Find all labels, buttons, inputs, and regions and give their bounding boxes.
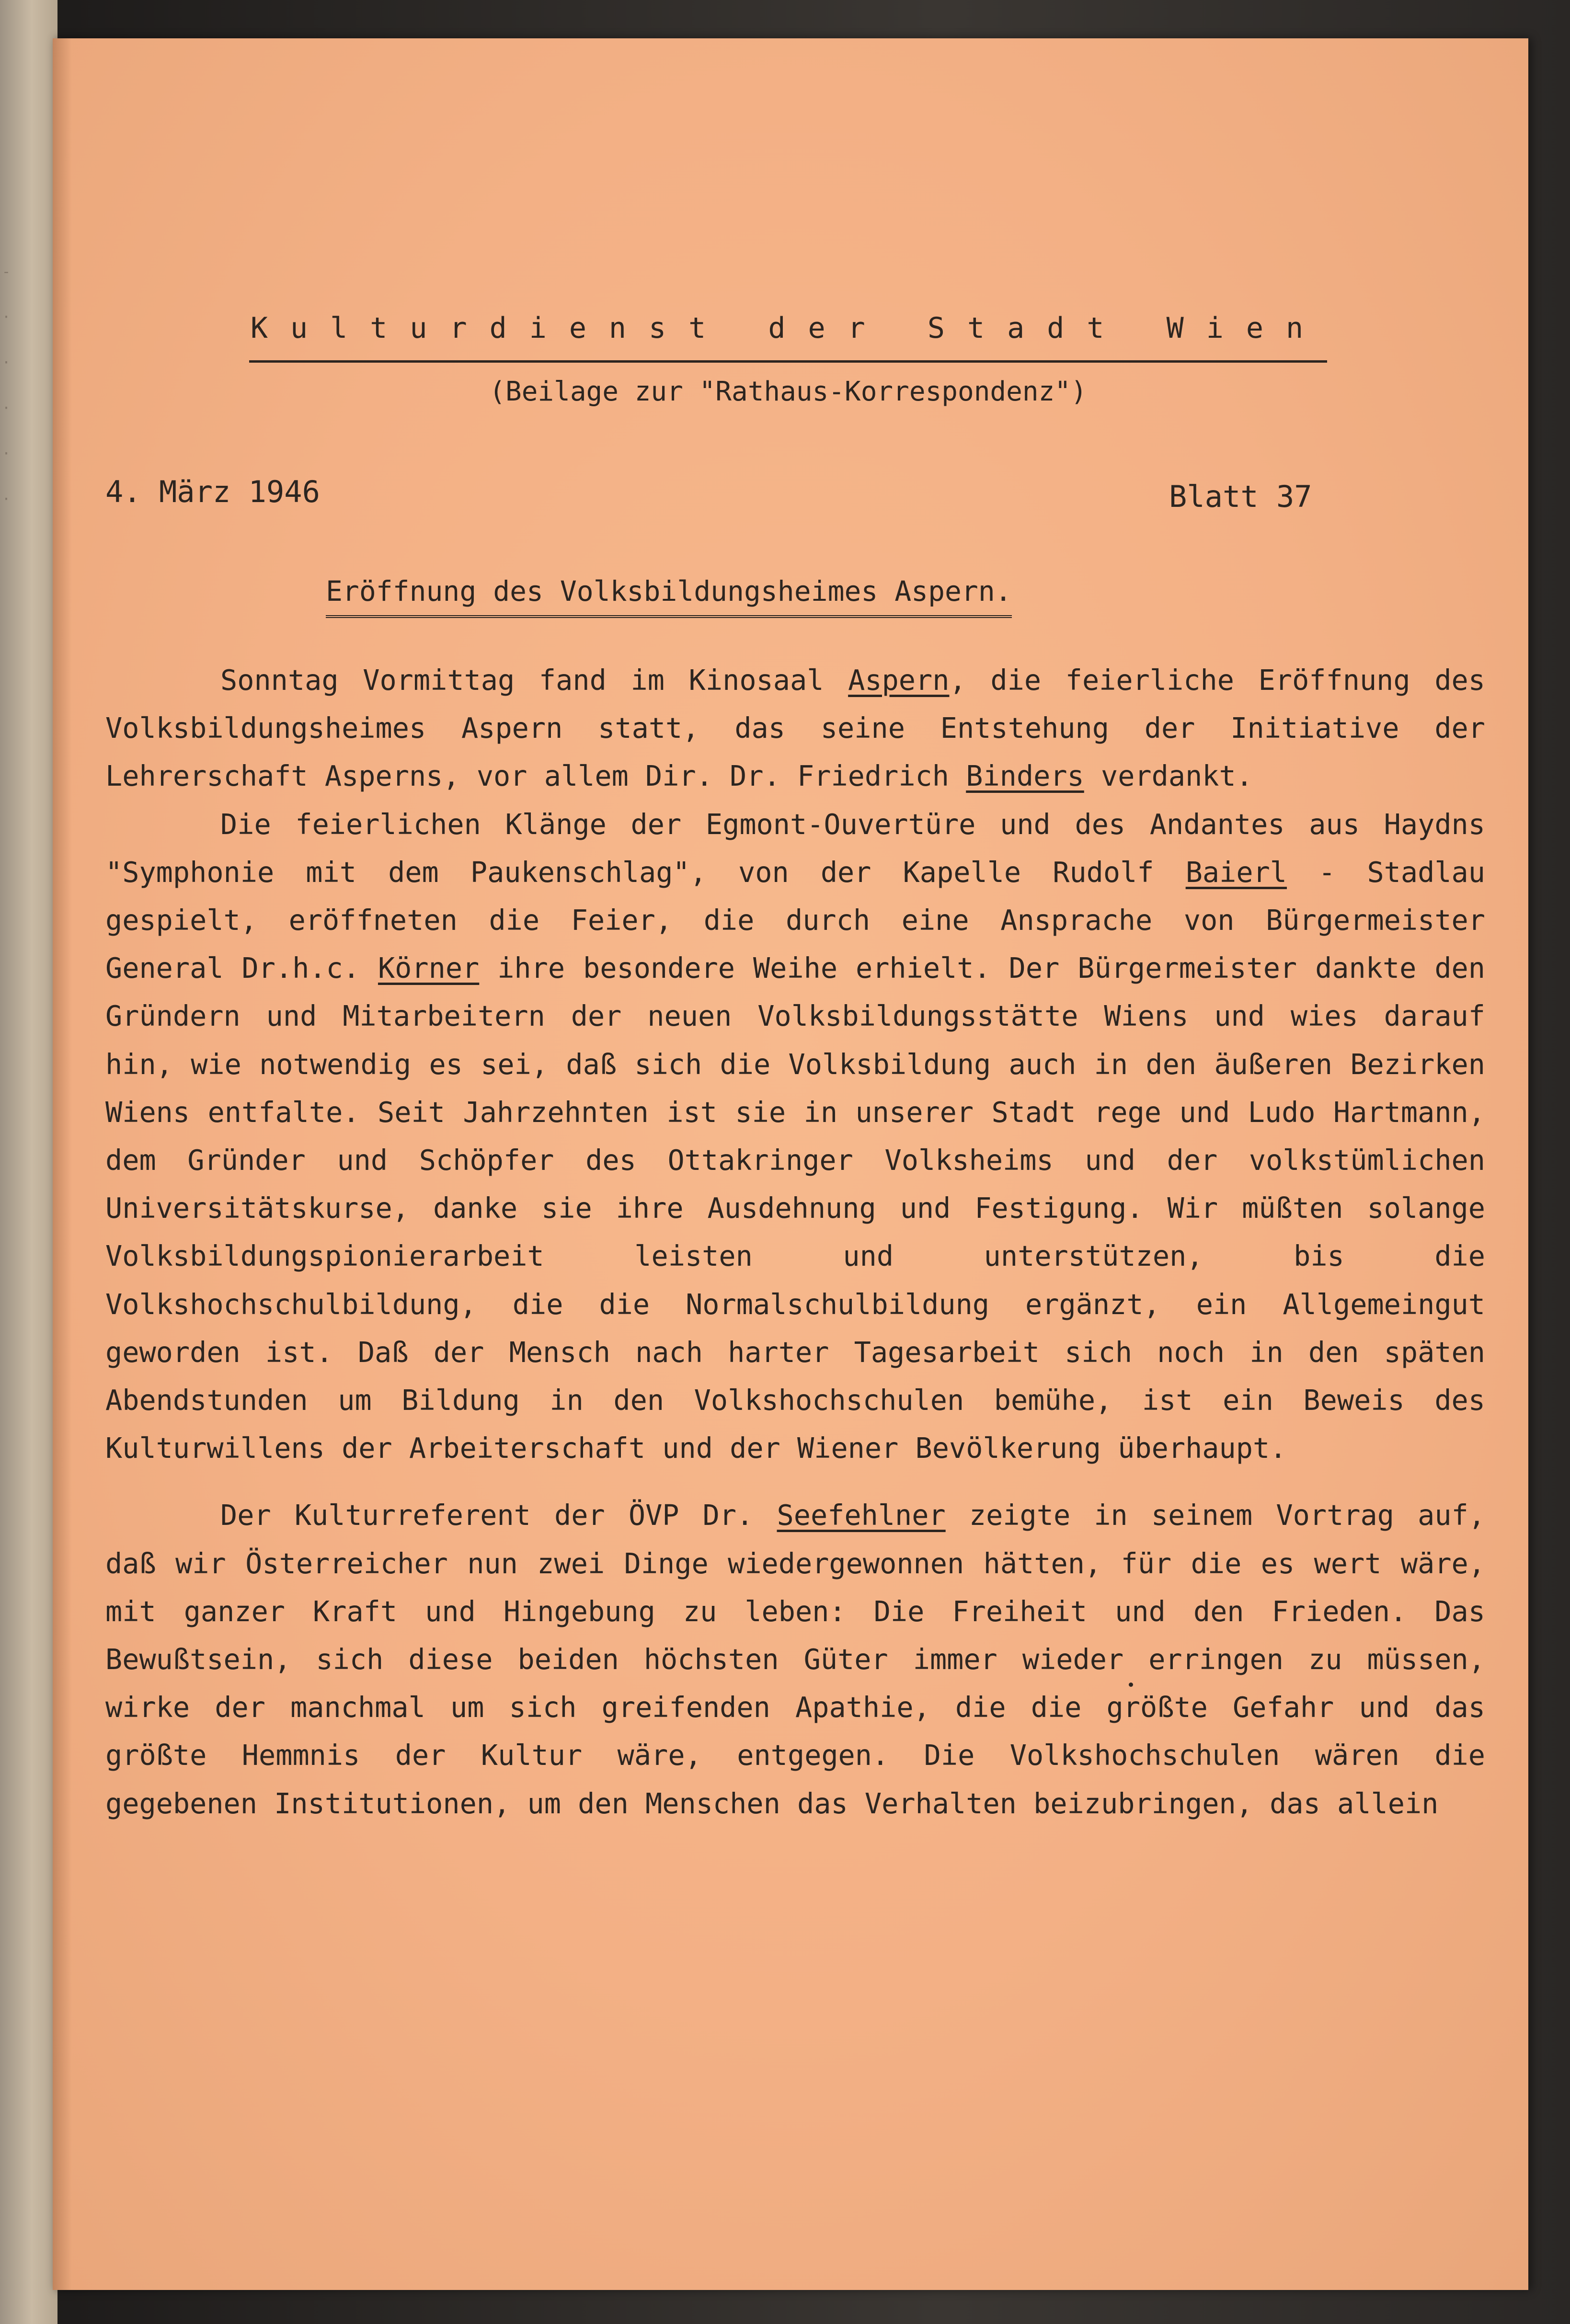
underlined-name-seefehlner: Seefehlner [777,1499,946,1532]
article-body [105,656,1485,1828]
document-date: 4. März 1946 [105,474,320,509]
underlined-name-binders: Binders [966,760,1084,793]
paragraph-2-text-a: Die feierlichen Klänge der Egmont-Ouvertüre und des Andantes aus Haydns "Symphonie mit dem Paukenschlag", von der Kapelle Rudolf [105,808,1485,889]
paragraph-1-text-b: , die feierliche Eröffnung des Volksbildungsheimes Aspern statt, das seine Entstehung der Initiative der Lehrerschaft Asperns, vor allem Dir. Dr. Friedrich [105,664,1485,793]
paragraph-1-text-c: verdankt. [1084,760,1253,793]
previous-page-edge [0,0,57,2324]
paragraph-2-text-b: - Stadlau gespielt, eröffneten die Feier, die durch eine Ansprache von Bürgermeister General Dr.h.c. [105,856,1485,985]
header-title: Kulturdienst der Stadt Wien [250,311,1326,345]
paragraph-2 [105,801,1485,1473]
paragraph-1 [105,656,1485,801]
paragraph-3-text-b: zeigte in seinem Vortrag auf, daß wir Österreicher nun zwei Dinge wiedergewonnen hätten, für die es wert wäre, mit ganzer Kraft und Hingebung zu leben: Die Freiheit und den Frieden. Das Bewußtsein, sich diese beiden höchsten Güter immer wieder erringen zu müssen, wirke der manchmal um sich greifenden Apathie, die die größte Gefahr und das größte Hemmnis der Kultur wäre, entgegen. Die Volkshochschulen wären die gegebenen Institutionen, um den Menschen das Verhalten beizubringen, das allein [105,1499,1485,1820]
document-page [53,38,1528,2290]
paragraph-3-text-a: Der Kulturreferent der ÖVP Dr. [220,1499,777,1532]
paragraph-1-text-a: Sonntag Vormittag fand im Kinosaal [220,664,848,697]
stray-ink-dot [1129,1683,1133,1687]
underlined-name-aspern: Aspern [848,664,950,697]
underlined-name-koerner: Körner [378,952,480,985]
sheet-number: Blatt 37 [1169,479,1312,514]
header-rule [249,360,1327,363]
underlined-name-baierl: Baierl [1185,856,1287,889]
paragraph-2-text-c: ihre besondere Weihe erhielt. Der Bürgermeister dankte den Gründern und Mitarbeitern der neuen Volksbildungsstätte Wiens und wies darauf hin, wie notwendig es sei, daß sich die Volksbildung auch in den äußeren Bezirken Wiens entfalte. Seit Jahrzehnten ist sie in unserer Stadt rege und Ludo Hartmann, dem Gründer und Schöpfer des Ottakringer Volksheims und der volkstümlichen Universitätskurse, danke sie ihre Ausdehnung und Festigung. Wir müßten solange Volksbildungspionierarbeit leisten und unterstützen, bis die Volkshochschulbildung, die die Normalschulbildung ergänzt, ein Allgemeingut geworden ist. Daß der Mensch nach harter Tagesarbeit sich noch in den späten Abendstunden um Bildung in den Volkshochschulen bemühe, ist ein Beweis des Kulturwillens der Arbeiterschaft und der Wiener Bevölkerung überhaupt. [105,952,1485,1465]
header-subtitle: (Beilage zur "Rathaus-Korrespondenz") [489,376,1087,407]
paragraph-3 [105,1491,1485,1827]
article-headline: Eröffnung des Volksbildungsheimes Aspern. [326,575,1012,618]
previous-page-bleed-marks: - · · · · · [2,263,11,508]
